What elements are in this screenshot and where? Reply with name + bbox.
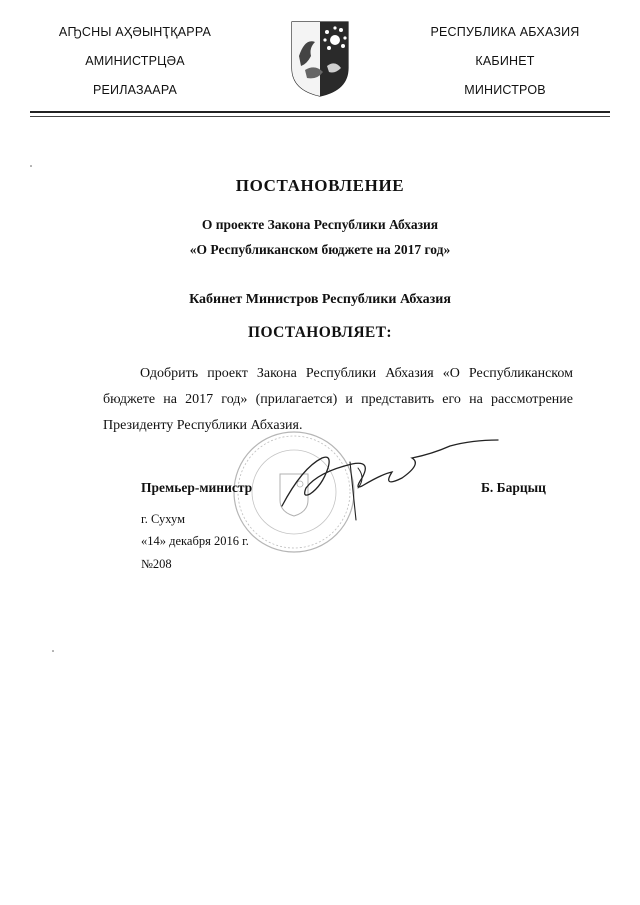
document-subtitle-line-2: «О Республиканском бюджете на 2017 год» (189, 242, 451, 257)
resolution-body: Одобрить проект Закона Республики Абхазия «О Республиканском бюджете на 2017 год» (прилагается) и представить его на рассмотрение Президенту Республики Абхазия. (103, 366, 573, 433)
signatory-name: Б. Барцыц (481, 480, 546, 495)
resolves-heading: ПОСТАНОВЛЯЕТ: (248, 324, 392, 341)
coat-of-arms-icon (289, 16, 351, 98)
issue-place: г. Сухум (141, 512, 186, 526)
header-left-block (30, 24, 240, 111)
header-left-line-1: АҦСНЫ АҲӘЫНҬҚАРРА (58, 25, 212, 39)
handwritten-signature-icon (262, 428, 502, 528)
scan-speck (30, 165, 32, 167)
signatory-role: Премьер-министр (141, 480, 253, 495)
document-subtitle-line-1: О проекте Закона Республики Абхазия (201, 217, 439, 232)
issuing-authority: Кабинет Министров Республики Абхазия (189, 292, 451, 307)
document-number: №208 (141, 557, 172, 571)
scan-speck (52, 650, 54, 652)
header-right-line-2: КАБИНЕТ (475, 54, 535, 68)
issue-date: «14» декабря 2016 г. (141, 534, 249, 548)
document-title: ПОСТАНОВЛЕНИЕ (235, 176, 405, 195)
header-right-line-1: РЕСПУБЛИКА АБХАЗИЯ (430, 25, 580, 39)
header-right-line-3: МИНИСТРОВ (464, 83, 546, 97)
header-left-line-2: АМИНИСТРЦӘА (85, 54, 185, 68)
header-divider-thin (30, 116, 610, 117)
header-left-line-3: РЕИЛАЗААРА (92, 83, 178, 97)
header-divider-thick (30, 111, 610, 113)
header-right-block (400, 24, 610, 111)
